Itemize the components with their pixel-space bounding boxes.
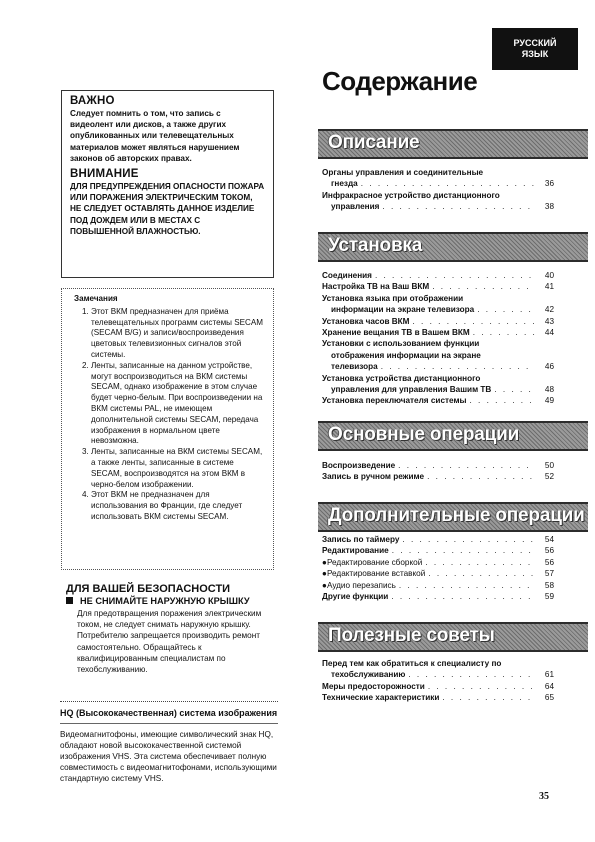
toc-page-number: 50 [544,461,554,470]
section-title: Описание [328,132,420,153]
toc-entry-label: Запись по таймеру [322,535,400,544]
toc-entry[interactable] [322,281,554,292]
toc-page-number: 42 [544,305,554,315]
leader-dots [361,178,535,189]
toc-entry-label: Воспроизведение [322,461,396,470]
toc-page-number: 44 [544,328,554,338]
toc-page-number: 46 [544,362,554,372]
toc-page-number: 36 [544,179,554,189]
leader-dots [494,384,535,395]
note-item: 3. Ленты, записанные на ВКМ системы SECAM, а также ленты, записанные в системе SECAM, воспроизводятся на этом ВКМ в черно-белом изображении. [91,447,267,490]
section-banner-tips [318,622,588,652]
toc-page-number: 59 [544,592,554,602]
warning-box [61,90,274,278]
toc-entry-label: управления [331,202,380,212]
toc-entry[interactable] [322,568,554,579]
toc-page-number: 54 [544,535,554,544]
leader-dots [427,471,535,482]
leader-dots [381,361,535,372]
safety-heading: ДЛЯ ВАШЕЙ БЕЗОПАСНОСТИ [66,583,231,595]
section-title: Дополнительные операции [328,505,585,526]
toc-entry[interactable] [322,395,554,406]
section-title: Полезные советы [328,625,495,646]
toc-entry-label: гнезда [331,179,358,189]
language-tab-line2: ЯЗЫК [521,49,549,59]
toc-group-description [322,167,554,213]
toc-entry-label: отображения информации на экране [331,350,481,360]
section-title: Основные операции [328,424,520,445]
section-banner-basic [318,421,588,451]
toc-group-tips [322,658,554,704]
toc-page-number: 38 [544,202,554,212]
page-title: Содержание [322,66,478,96]
toc-entry-label: Соединения [322,271,372,280]
leader-dots [402,534,535,545]
toc-entry[interactable] [322,681,554,692]
toc-entry[interactable] [322,557,554,568]
toc-entry-label: Другие функции [322,592,389,602]
toc-page-number: 52 [544,472,554,482]
toc-entry-label: ●Редактирование вставкой [322,569,426,579]
leader-dots [425,557,535,568]
toc-entry-label: ●Аудио перезапись [322,580,396,590]
toc-entry-label: информации на экране телевизора [331,305,475,315]
leader-dots [375,270,535,281]
toc-entry-label: Инфракрасное устройство дистанционного [322,190,500,200]
toc-entry[interactable] [322,580,554,591]
toc-page-number: 58 [544,580,554,590]
toc-entry-label: Установка языка при отображении [322,293,464,303]
toc-page-number: 40 [544,271,554,280]
leader-dots [391,591,535,602]
hq-section [60,701,278,785]
toc-entry[interactable] [322,471,554,482]
leader-dots [392,545,535,556]
caution-text: ДЛЯ ПРЕДУПРЕЖДЕНИЯ ОПАСНОСТИ ПОЖАРА ИЛИ ПОРАЖЕНИЯ ЭЛЕКТРИЧЕСКИМ ТОКОМ, НЕ СЛЕДУЕТ ОСТАВЛЯТЬ ДАННОЕ ИЗДЕЛИЕ ПОД ДОЖДЕМ ИЛИ В МЕСТАХ С ПОВЫШЕННОЙ ВЛАЖНОСТЬЮ. [70,182,265,236]
toc-page-number: 56 [544,557,554,567]
toc-entry-label: Установка часов ВКМ [322,316,410,326]
section-banner-advanced [318,502,588,532]
leader-dots [408,669,535,680]
notes-list [74,307,267,523]
leader-dots [477,304,535,315]
safety-subheading [66,596,250,606]
language-tab [492,28,578,70]
toc-entry[interactable] [322,316,554,327]
toc-entry-label: Установка переключателя системы [322,396,467,406]
note-item: 1. Этот ВКМ предназначен для приёма телевещательных программ системы SECAM (SECAM B/G) и записи/воспроизведения цветовых телевизионных сигналов этой системы. [91,307,267,361]
toc-entry[interactable] [322,669,554,680]
toc-entry-label: Технические характеристики [322,693,440,703]
important-heading: ВАЖНО [70,95,115,107]
safety-text: Для предотвращения поражения электрическим током, не следует снимать наружную крышку. Потребителю запрещается производить ремонт самостоятельно. Обращайтесь к квалифицированным специалистам по техобслуживанию. [77,609,262,675]
toc-page-number: 57 [544,569,554,579]
leader-dots [428,681,535,692]
language-tab-line1: РУССКИЙ [513,38,557,48]
toc-entry[interactable] [322,178,554,189]
important-text: Следует помнить о том, что запись с видеолент или дисков, а также других опубликованных или телевещательных материалов может являться нарушением законов об авторских правах. [70,109,240,163]
toc-entry[interactable] [322,270,554,281]
section-title: Установка [328,235,423,256]
leader-dots [399,580,535,591]
square-bullet-icon [66,597,73,604]
note-item: 4. Этот ВКМ не предназначен для использования во Франции, где следует использовать ВКМ системы SECAM. [91,490,267,522]
page-number: 35 [539,791,549,802]
toc-page-number: 65 [544,693,554,703]
section-banner-description [318,129,588,159]
toc-entry[interactable] [322,361,554,372]
toc-entry-label: Перед тем как обратиться к специалисту по [322,659,502,668]
toc-entry[interactable] [322,591,554,602]
toc-entry-label: Меры предосторожности [322,681,425,691]
toc-entry-label: Хранение вещания ТВ в Вашем ВКМ [322,328,470,338]
notes-heading: Замечания [74,294,118,303]
toc-entry-label: управления для управления Вашим ТВ [331,385,492,395]
toc-group-setup [322,270,554,407]
toc-entry-label: Редактирование [322,546,389,556]
toc-page-number: 43 [544,316,554,326]
toc-entry-label: Органы управления и соединительные [322,168,484,177]
leader-dots [442,692,535,703]
toc-page-number: 41 [544,282,554,292]
leader-dots [413,316,536,327]
leader-dots [398,460,535,471]
toc-entry[interactable] [322,327,554,338]
toc-entry[interactable] [322,545,554,556]
toc-entry[interactable] [322,304,554,315]
toc-group-advanced [322,534,554,602]
toc-page-number: 64 [544,681,554,691]
note-item: 2. Ленты, записанные на данном устройстве, могут воспроизводиться на ВКМ системы SECAM, однако изображение в этом случае будет черно-белым. При воспроизведении на ВКМ системы PAL, не имеющем дополнительной системы SECAM, передача изображения в нормальном цвете невозможна. [91,361,267,447]
hq-heading: HQ (Высококачественная) система изображения [60,708,278,724]
toc-entry-label: Запись в ручном режиме [322,472,425,482]
notes-box [61,288,274,570]
leader-dots [470,395,536,406]
leader-dots [382,201,535,212]
toc-entry-label: ●Редактирование сборкой [322,557,423,567]
toc-entry-label: Установка устройства дистанционного [322,373,481,383]
toc-entry-label: Настройка ТВ на Ваш ВКМ [322,282,430,292]
section-banner-setup [318,232,588,262]
toc-entry[interactable] [322,534,554,545]
toc-entry[interactable] [322,460,554,471]
leader-dots [473,327,535,338]
toc-page-number: 49 [544,396,554,406]
toc-entry[interactable] [322,384,554,395]
safety-subheading-text: НЕ СНИМАЙТЕ НАРУЖНУЮ КРЫШКУ [80,596,250,606]
leader-dots [428,568,535,579]
toc-page-number: 48 [544,385,554,395]
caution-heading: ВНИМАНИЕ [70,168,139,181]
toc-entry[interactable] [322,201,554,212]
toc-page-number: 56 [544,546,554,556]
toc-group-basic [322,460,554,483]
toc-page-number: 61 [544,670,554,680]
hq-text: Видеомагнитофоны, имеющие символический знак HQ, обладают новой высококачественной системой изображения VHS. Эта система обеспечивает полную совместимость с видеомагнитофонами, использующими стандартную систему VHS. [60,729,277,784]
toc-entry-label: Установки с использованием функции [322,339,480,349]
toc-entry-label: техобслуживанию [331,670,406,680]
toc-entry-label: телевизора [331,362,378,372]
leader-dots [432,281,535,292]
toc-entry[interactable] [322,692,554,703]
